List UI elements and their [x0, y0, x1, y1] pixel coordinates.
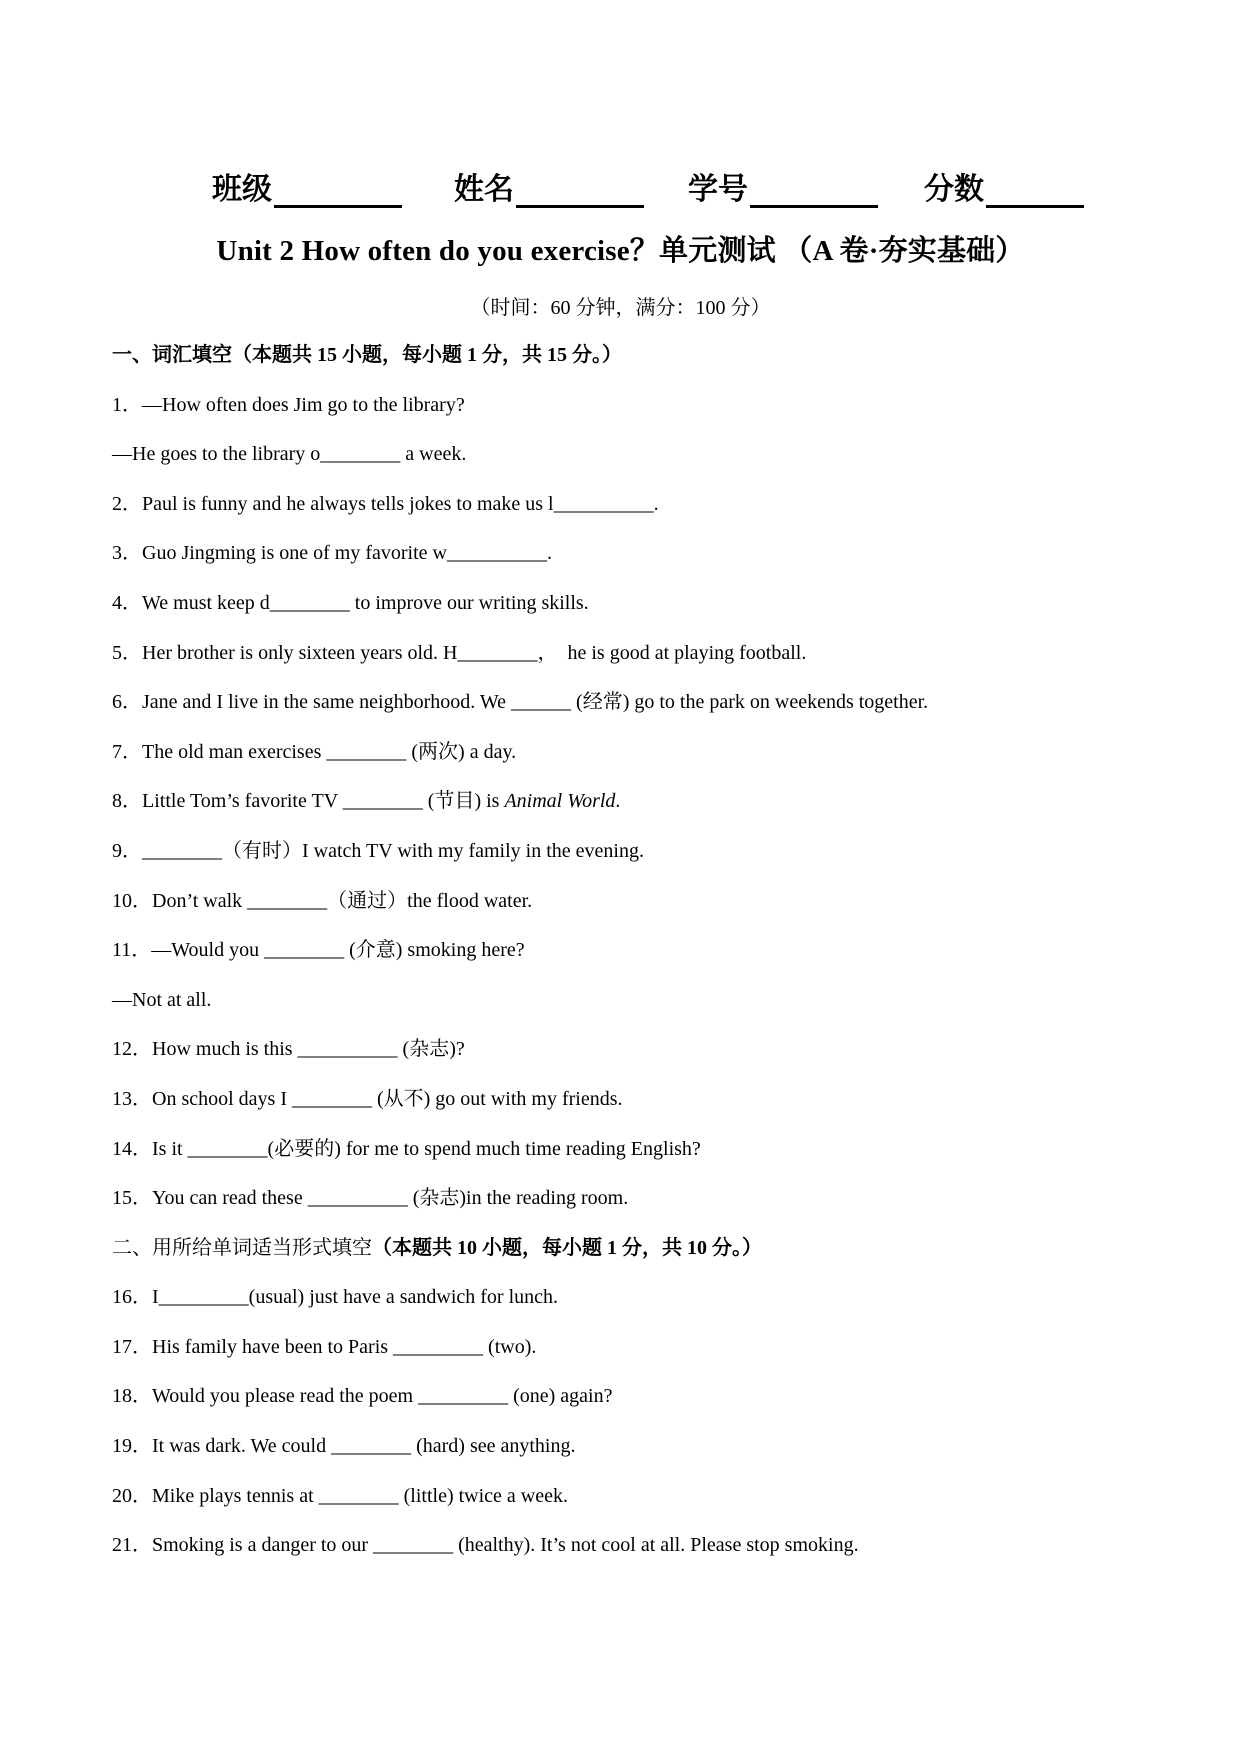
question-text: Mike plays tennis at ________ (little) twice a week. [152, 1484, 569, 1507]
name-label: 姓名 [454, 173, 514, 206]
question-number: 7． [112, 740, 142, 763]
question-line [112, 588, 1152, 638]
question-text: On school days I ________ (从不) go out with my friends. [152, 1087, 623, 1110]
question-number: 21． [112, 1534, 152, 1557]
question-italic-text: Animal World [504, 790, 616, 813]
question-line [112, 1034, 1152, 1084]
question-number: 11． [112, 939, 152, 962]
question-number: 6． [112, 691, 142, 714]
student-info-row [212, 158, 1132, 208]
section-2-questions [112, 1282, 1152, 1580]
class-label: 班级 [212, 173, 272, 206]
question-text: We must keep d________ to improve our writing skills. [142, 591, 589, 614]
question-number: 10． [112, 889, 152, 912]
class-blank [274, 167, 402, 208]
question-line [112, 935, 1152, 985]
question-line [112, 439, 1152, 489]
question-line [112, 1332, 1152, 1382]
question-text: How much is this __________ (杂志)? [152, 1038, 465, 1061]
question-line [112, 390, 1152, 440]
question-number: 8． [112, 790, 142, 813]
question-number: 2． [112, 492, 142, 515]
question-line [112, 985, 1152, 1035]
student-no-field [688, 164, 878, 208]
question-text: I_________(usual) just have a sandwich for lunch. [152, 1286, 559, 1309]
question-number: 3． [112, 542, 142, 565]
section-2-heading-main: 二、用所给单词适当形式填空 [112, 1236, 372, 1259]
question-line [112, 1381, 1152, 1431]
question-number: 15． [112, 1187, 152, 1210]
question-text: Guo Jingming is one of my favorite w__________. [142, 542, 552, 565]
exam-content [112, 340, 1152, 1580]
question-number: 5． [112, 641, 142, 664]
class-field [212, 164, 402, 208]
question-number: 16． [112, 1286, 152, 1309]
question-line [112, 638, 1152, 688]
question-text-end: . [615, 790, 621, 813]
student-no-blank [750, 167, 878, 208]
question-number: 20． [112, 1484, 152, 1507]
question-number: 1． [112, 393, 142, 416]
name-field [454, 164, 644, 208]
question-text: —How often does Jim go to the library? [142, 393, 465, 416]
section-2-heading-note: （本题共 10 小题，每小题 1 分，共 10 分。） [372, 1236, 762, 1259]
section-2-heading [112, 1233, 1152, 1283]
question-text: You can read these __________ (杂志)in the reading room. [152, 1187, 629, 1210]
question-text: Little Tom’s favorite TV ________ (节目) is [142, 790, 505, 813]
question-line [112, 489, 1152, 539]
question-number: 18． [112, 1385, 152, 1408]
question-number: 19． [112, 1435, 152, 1458]
question-number: 13． [112, 1087, 152, 1110]
question-line [112, 1183, 1152, 1233]
question-line [112, 786, 1152, 836]
score-label: 分数 [924, 173, 984, 206]
question-line [112, 1282, 1152, 1332]
question-line [112, 1084, 1152, 1134]
question-number: 9． [112, 839, 142, 862]
score-field [924, 164, 1084, 208]
question-line [112, 1481, 1152, 1531]
student-no-label: 学号 [688, 173, 748, 206]
question-line [112, 1134, 1152, 1184]
question-number: 14． [112, 1137, 152, 1160]
section-1-heading: 一、词汇填空（本题共 15 小题，每小题 1 分，共 15 分。） [112, 344, 622, 366]
question-line [112, 836, 1152, 886]
question-text: His family have been to Paris _________ (two). [152, 1335, 537, 1358]
score-blank [986, 167, 1084, 208]
name-blank [516, 167, 644, 208]
question-line [112, 1431, 1152, 1481]
question-text: Is it ________(必要的) for me to spend much time reading English? [152, 1137, 701, 1160]
question-text: Would you please read the poem _________ (one) again? [152, 1385, 613, 1408]
question-line [112, 538, 1152, 588]
question-text: Paul is funny and he always tells jokes to make us l__________. [142, 492, 659, 515]
question-number: 17． [112, 1335, 152, 1358]
question-text: ________（有时）I watch TV with my family in the evening. [142, 839, 644, 862]
question-text: —Would you ________ (介意) smoking here? [151, 939, 525, 962]
question-text: —He goes to the library o________ a week. [112, 443, 467, 466]
question-number: 12． [112, 1038, 152, 1061]
question-line [112, 1530, 1152, 1580]
question-text: Her brother is only sixteen years old. H________， he is good at playing football. [142, 641, 807, 664]
question-number: 4． [112, 591, 142, 614]
exam-title: Unit 2 How often do you exercise？单元测试 （A 卷·夯实基础） [216, 235, 1025, 267]
section-1-questions [112, 390, 1152, 1233]
question-text: The old man exercises ________ (两次) a day. [142, 740, 517, 763]
question-line [112, 687, 1152, 737]
exam-subtitle: （时间：60 分钟，满分：100 分） [470, 297, 771, 319]
question-text: Don’t walk ________（通过）the flood water. [152, 889, 533, 912]
question-text: Smoking is a danger to our ________ (healthy). It’s not cool at all. Please stop smoking. [152, 1534, 859, 1557]
question-line [112, 737, 1152, 787]
question-text: Jane and I live in the same neighborhood. We ______ (经常) go to the park on weekends together. [142, 691, 929, 714]
question-line [112, 886, 1152, 936]
question-text: It was dark. We could ________ (hard) see anything. [152, 1435, 576, 1458]
question-text: —Not at all. [112, 988, 212, 1011]
